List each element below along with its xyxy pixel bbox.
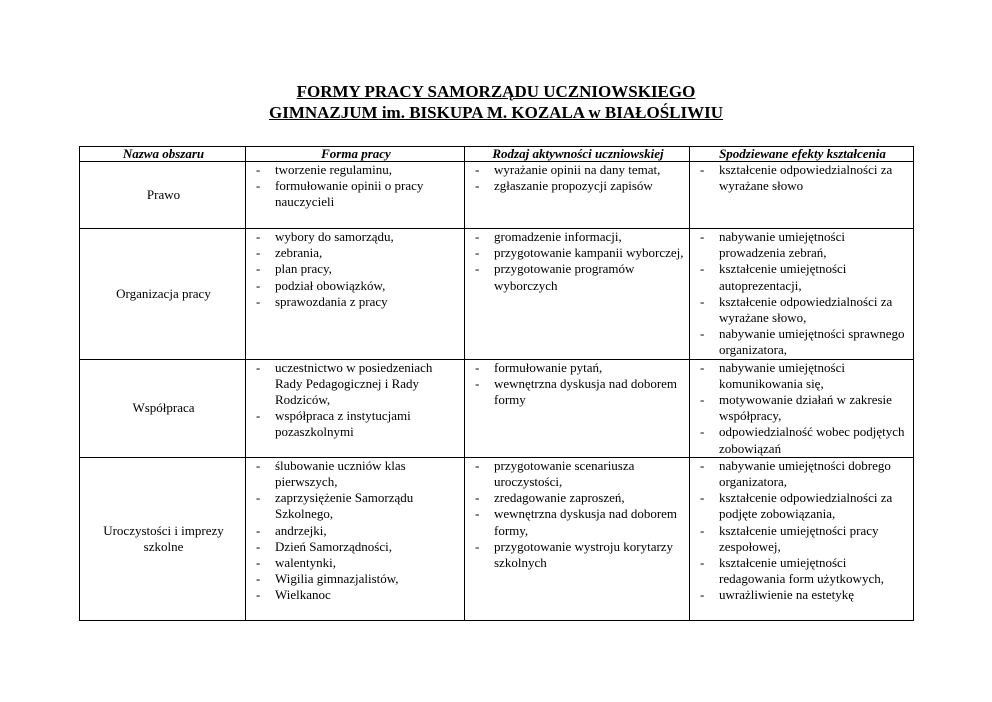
header-area: Nazwa obszaru bbox=[80, 147, 246, 162]
title-line-1: FORMY PRACY SAMORZĄDU UCZNIOWSKIEGO bbox=[296, 82, 696, 101]
form-list bbox=[250, 458, 462, 604]
list-item: - formułowanie opinii o pracy nauczycieli bbox=[250, 178, 462, 210]
area-name-cell: Współpraca bbox=[80, 359, 246, 457]
table-header-row bbox=[80, 147, 914, 162]
list-item: - kształcenie odpowiedzialności za podjęte zobowiązania, bbox=[694, 490, 911, 522]
list-item: - zredagowanie zaproszeń, bbox=[469, 490, 687, 506]
effects-list-cell bbox=[690, 359, 914, 457]
list-item: - sprawozdania z pracy bbox=[250, 294, 462, 310]
activity-list bbox=[469, 162, 687, 194]
activity-list bbox=[469, 229, 687, 294]
document-title bbox=[0, 81, 992, 123]
effects-list-cell bbox=[690, 229, 914, 360]
list-item: - podział obowiązków, bbox=[250, 278, 462, 294]
form-list-cell bbox=[246, 359, 465, 457]
list-item: - zebrania, bbox=[250, 245, 462, 261]
list-item: - uczestnictwo w posiedzeniach Rady Pedagogicznej i Rady Rodziców, bbox=[250, 360, 462, 409]
table-row bbox=[80, 359, 914, 457]
effects-list bbox=[694, 162, 911, 194]
list-item: - przygotowanie wystroju korytarzy szkolnych bbox=[469, 539, 687, 571]
list-item: - walentynki, bbox=[250, 555, 462, 571]
activity-list-cell bbox=[465, 457, 690, 620]
list-item: - kształcenie odpowiedzialności za wyrażane słowo bbox=[694, 162, 911, 194]
list-item: - wewnętrzna dyskusja nad doborem formy bbox=[469, 376, 687, 408]
list-item: - kształcenie umiejętności redagowania form użytkowych, bbox=[694, 555, 911, 587]
list-item: - nabywanie umiejętności sprawnego organizatora, bbox=[694, 326, 911, 358]
activity-list bbox=[469, 360, 687, 409]
list-item: - nabywanie umiejętności komunikowania się, bbox=[694, 360, 911, 392]
effects-list bbox=[694, 229, 911, 359]
list-item: - kształcenie umiejętności pracy zespołowej, bbox=[694, 523, 911, 555]
area-name-cell: Organizacja pracy bbox=[80, 229, 246, 360]
list-item: - wybory do samorządu, bbox=[250, 229, 462, 245]
effects-list bbox=[694, 458, 911, 604]
activity-list-cell bbox=[465, 162, 690, 229]
form-list bbox=[250, 360, 462, 441]
form-list-cell bbox=[246, 457, 465, 620]
table-row bbox=[80, 162, 914, 229]
area-name-cell: Prawo bbox=[80, 162, 246, 229]
list-item: - wyrażanie opinii na dany temat, bbox=[469, 162, 687, 178]
list-item: - kształcenie umiejętności autoprezentacji, bbox=[694, 261, 911, 293]
list-item: - andrzejki, bbox=[250, 523, 462, 539]
list-item: - Wielkanoc bbox=[250, 587, 462, 603]
list-item: - nabywanie umiejętności dobrego organizatora, bbox=[694, 458, 911, 490]
table-body bbox=[80, 162, 914, 621]
list-item: - przygotowanie kampanii wyborczej, bbox=[469, 245, 687, 261]
header-activity: Rodzaj aktywności uczniowskiej bbox=[465, 147, 690, 162]
list-item: - ślubowanie uczniów klas pierwszych, bbox=[250, 458, 462, 490]
list-item: - zgłaszanie propozycji zapisów bbox=[469, 178, 687, 194]
activity-list-cell bbox=[465, 359, 690, 457]
title-line-2: GIMNAZJUM im. BISKUPA M. KOZALA w BIAŁOŚLIWIU bbox=[268, 103, 723, 122]
list-item: - przygotowanie programów wyborczych bbox=[469, 261, 687, 293]
form-list bbox=[250, 162, 462, 211]
effects-list bbox=[694, 360, 911, 457]
table-row bbox=[80, 229, 914, 360]
list-item: - uwrażliwienie na estetykę bbox=[694, 587, 911, 603]
form-list bbox=[250, 229, 462, 310]
effects-list-cell bbox=[690, 162, 914, 229]
list-item: - plan pracy, bbox=[250, 261, 462, 277]
effects-list-cell bbox=[690, 457, 914, 620]
list-item: - przygotowanie scenariusza uroczystości, bbox=[469, 458, 687, 490]
list-item: - wewnętrzna dyskusja nad doborem formy, bbox=[469, 506, 687, 538]
list-item: - tworzenie regulaminu, bbox=[250, 162, 462, 178]
list-item: - Dzień Samorządności, bbox=[250, 539, 462, 555]
list-item: - gromadzenie informacji, bbox=[469, 229, 687, 245]
activity-list bbox=[469, 458, 687, 571]
work-forms-table bbox=[79, 146, 914, 621]
form-list-cell bbox=[246, 162, 465, 229]
list-item: - współpraca z instytucjami pozaszkolnymi bbox=[250, 408, 462, 440]
list-item: - formułowanie pytań, bbox=[469, 360, 687, 376]
form-list-cell bbox=[246, 229, 465, 360]
list-item: - motywowanie działań w zakresie współpracy, bbox=[694, 392, 911, 424]
activity-list-cell bbox=[465, 229, 690, 360]
header-form: Forma pracy bbox=[246, 147, 465, 162]
header-effects: Spodziewane efekty kształcenia bbox=[690, 147, 914, 162]
list-item: - kształcenie odpowiedzialności za wyrażane słowo, bbox=[694, 294, 911, 326]
area-name-cell: Uroczystości i imprezy szkolne bbox=[80, 457, 246, 620]
list-item: - Wigilia gimnazjalistów, bbox=[250, 571, 462, 587]
list-item: - nabywanie umiejętności prowadzenia zebrań, bbox=[694, 229, 911, 261]
list-item: - odpowiedzialność wobec podjętych zobowiązań bbox=[694, 424, 911, 456]
table-row bbox=[80, 457, 914, 620]
list-item: - zaprzysiężenie Samorządu Szkolnego, bbox=[250, 490, 462, 522]
